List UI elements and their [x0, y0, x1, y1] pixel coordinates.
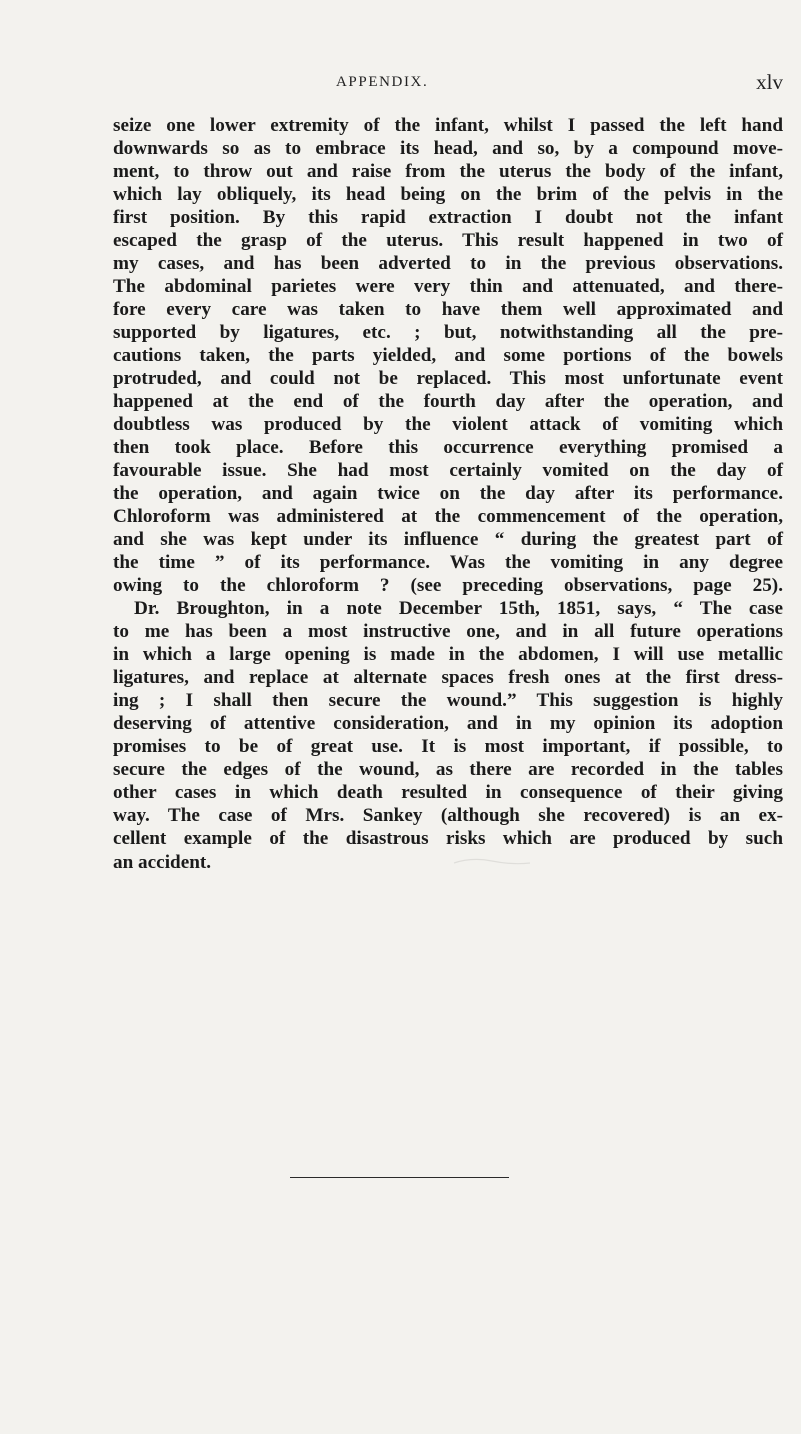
text-line: then took place. Before this occurrence everything promised a	[113, 437, 783, 459]
text-line: Chloroform was administered at the commencement of the operation,	[113, 506, 783, 528]
text-line: my cases, and has been adverted to in the previous observations.	[113, 253, 783, 275]
text-line: deserving of attentive consideration, and in my opinion its adoption	[113, 713, 783, 735]
page-number: xlv	[756, 70, 783, 94]
text-line: ment, to throw out and raise from the uterus the body of the infant,	[113, 161, 783, 183]
text-line: doubtless was produced by the violent attack of vomiting which	[113, 414, 783, 436]
text-line: and she was kept under its influence “ during the greatest part of	[113, 529, 783, 551]
text-line: way. The case of Mrs. Sankey (although she recovered) is an ex-	[113, 805, 783, 827]
show-through-smudge	[452, 855, 532, 869]
text-line: the time ” of its performance. Was the vomiting in any degree	[113, 552, 783, 574]
text-line: secure the edges of the wound, as there are recorded in the tables	[113, 759, 783, 781]
text-line: favourable issue. She had most certainly vomited on the day of	[113, 460, 783, 482]
text-line: first position. By this rapid extraction I doubt not the infant	[113, 207, 783, 229]
text-line: ligatures, and replace at alternate spaces fresh ones at the first dress-	[113, 667, 783, 689]
text-line: other cases in which death resulted in consequence of their giving	[113, 782, 783, 804]
text-line: fore every care was taken to have them well approximated and	[113, 299, 783, 321]
paragraph-start-line: Dr. Broughton, in a note December 15th, 1851, says, “ The case	[134, 598, 783, 620]
text-line: which lay obliquely, its head being on the brim of the pelvis in the	[113, 184, 783, 206]
closing-rule	[290, 1177, 509, 1178]
running-head	[113, 70, 783, 100]
text-line: escaped the grasp of the uterus. This result happened in two of	[113, 230, 783, 252]
running-title: APPENDIX.	[336, 74, 429, 90]
text-line: to me has been a most instructive one, and in all future operations	[113, 621, 783, 643]
text-line: ing ; I shall then secure the wound.” This suggestion is highly	[113, 690, 783, 712]
text-line: supported by ligatures, etc. ; but, notwithstanding all the pre-	[113, 322, 783, 344]
text-line: the operation, and again twice on the day after its performance.	[113, 483, 783, 505]
text-line: seize one lower extremity of the infant, whilst I passed the left hand	[113, 115, 783, 136]
body-paragraphs	[113, 114, 783, 874]
text-line: cellent example of the disastrous risks which are produced by such	[113, 828, 783, 850]
text-line: downwards so as to embrace its head, and so, by a compound move-	[113, 138, 783, 160]
text-line: protruded, and could not be replaced. This most unfortunate event	[113, 368, 783, 390]
text-line: in which a large opening is made in the abdomen, I will use metallic	[113, 644, 783, 666]
text-line: owing to the chloroform ? (see preceding observations, page 25).	[113, 575, 783, 597]
text-line: The abdominal parietes were very thin and attenuated, and there-	[113, 276, 783, 298]
text-line: promises to be of great use. It is most important, if possible, to	[113, 736, 783, 758]
paragraph-end-line: an accident.	[113, 851, 212, 873]
text-line: happened at the end of the fourth day after the operation, and	[113, 391, 783, 413]
text-line: cautions taken, the parts yielded, and some portions of the bowels	[113, 345, 783, 367]
